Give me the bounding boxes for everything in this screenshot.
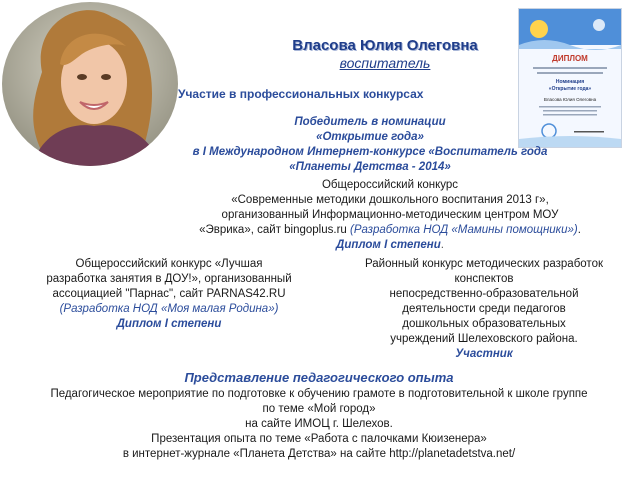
award-line: в I Международном Интернет-конкурсе «Воспитатель года [192, 146, 548, 158]
presentation-section [0, 369, 638, 462]
contest-line-with-note [170, 223, 610, 238]
portrait-photo [2, 2, 178, 166]
contest-right-line: Районный конкурс методических разработок [364, 258, 603, 270]
presentation-line: Презентация опыта по теме «Работа с палочками Кюизенера» [151, 433, 487, 445]
diploma-recipient: Власова Юлия Олеговна [543, 97, 597, 102]
contest-left-note: (Разработка НОД «Моя малая Родина») [59, 303, 279, 315]
contest-right-status: Участник [455, 348, 513, 360]
contest-line: организованный Информационно-методическим центром МОУ [221, 209, 559, 221]
diploma-nomination: Номинация [555, 79, 585, 85]
presentation-line: Педагогическое мероприятие по подготовке к обучению грамоте в подготовительной к школе группе [50, 388, 588, 400]
award-line: Победитель в номинации [294, 116, 446, 128]
contest-left-line: Общероссийский конкурс «Лучшая [75, 258, 263, 270]
contest-diploma-line [170, 238, 610, 253]
contest-left [0, 257, 338, 332]
presentation-line: в интернет-журнале «Планета Детства» на сайте http://planetadetstva.net/ [122, 448, 516, 460]
contest-right-line: деятельности среди педагогов [402, 303, 566, 315]
contest-left-line: разработка занятия в ДОУ!», организованный [46, 273, 292, 285]
section-title: Участие в профессиональных конкурсах [178, 87, 424, 101]
contest-line: Общероссийский конкурс [321, 179, 459, 191]
diploma-nomination-value: «Открытие года» [548, 86, 592, 92]
contest-left-diploma: Диплом I степени [116, 318, 222, 330]
contest-right-line: учреждений Шелеховского района. [390, 333, 578, 345]
contest-right-line: дошкольных образовательных [402, 318, 566, 330]
presentation-line: на сайте ИМОЦ г. Шелехов. [245, 418, 393, 430]
presentation-title: Представление педагогического опыта [184, 370, 454, 385]
portrait-illustration [2, 2, 178, 166]
contest-note: (Разработка НОД «Мамины помощники») [350, 224, 578, 236]
teacher-name: Власова Юлия Олеговна [292, 37, 478, 54]
contest-note-end: . [577, 224, 581, 236]
presentation-line: по теме «Мой город» [262, 403, 376, 415]
diploma-title: ДИПЛОМ [552, 54, 588, 63]
contest-diploma-end: . [440, 239, 444, 251]
contest-right-line: непосредственно-образовательной [389, 288, 579, 300]
contest-all-russia [170, 178, 610, 253]
award-main [170, 115, 570, 175]
contest-right-line: конспектов [454, 273, 514, 285]
contest-diploma: Диплом I степени [336, 239, 441, 251]
contest-left-line: ассоциацией "Парнас", сайт PARNAS42.RU [52, 288, 286, 300]
award-line: «Планеты Детства - 2014» [289, 161, 451, 173]
teacher-role: воспитатель [339, 55, 431, 71]
award-line: «Открытие года» [316, 131, 424, 143]
contest-site-text: «Эврика», сайт bingoplus.ru [199, 224, 350, 236]
contest-line: «Современные методики дошкольного воспитания 2013 г», [231, 194, 549, 206]
contest-right [330, 257, 638, 362]
